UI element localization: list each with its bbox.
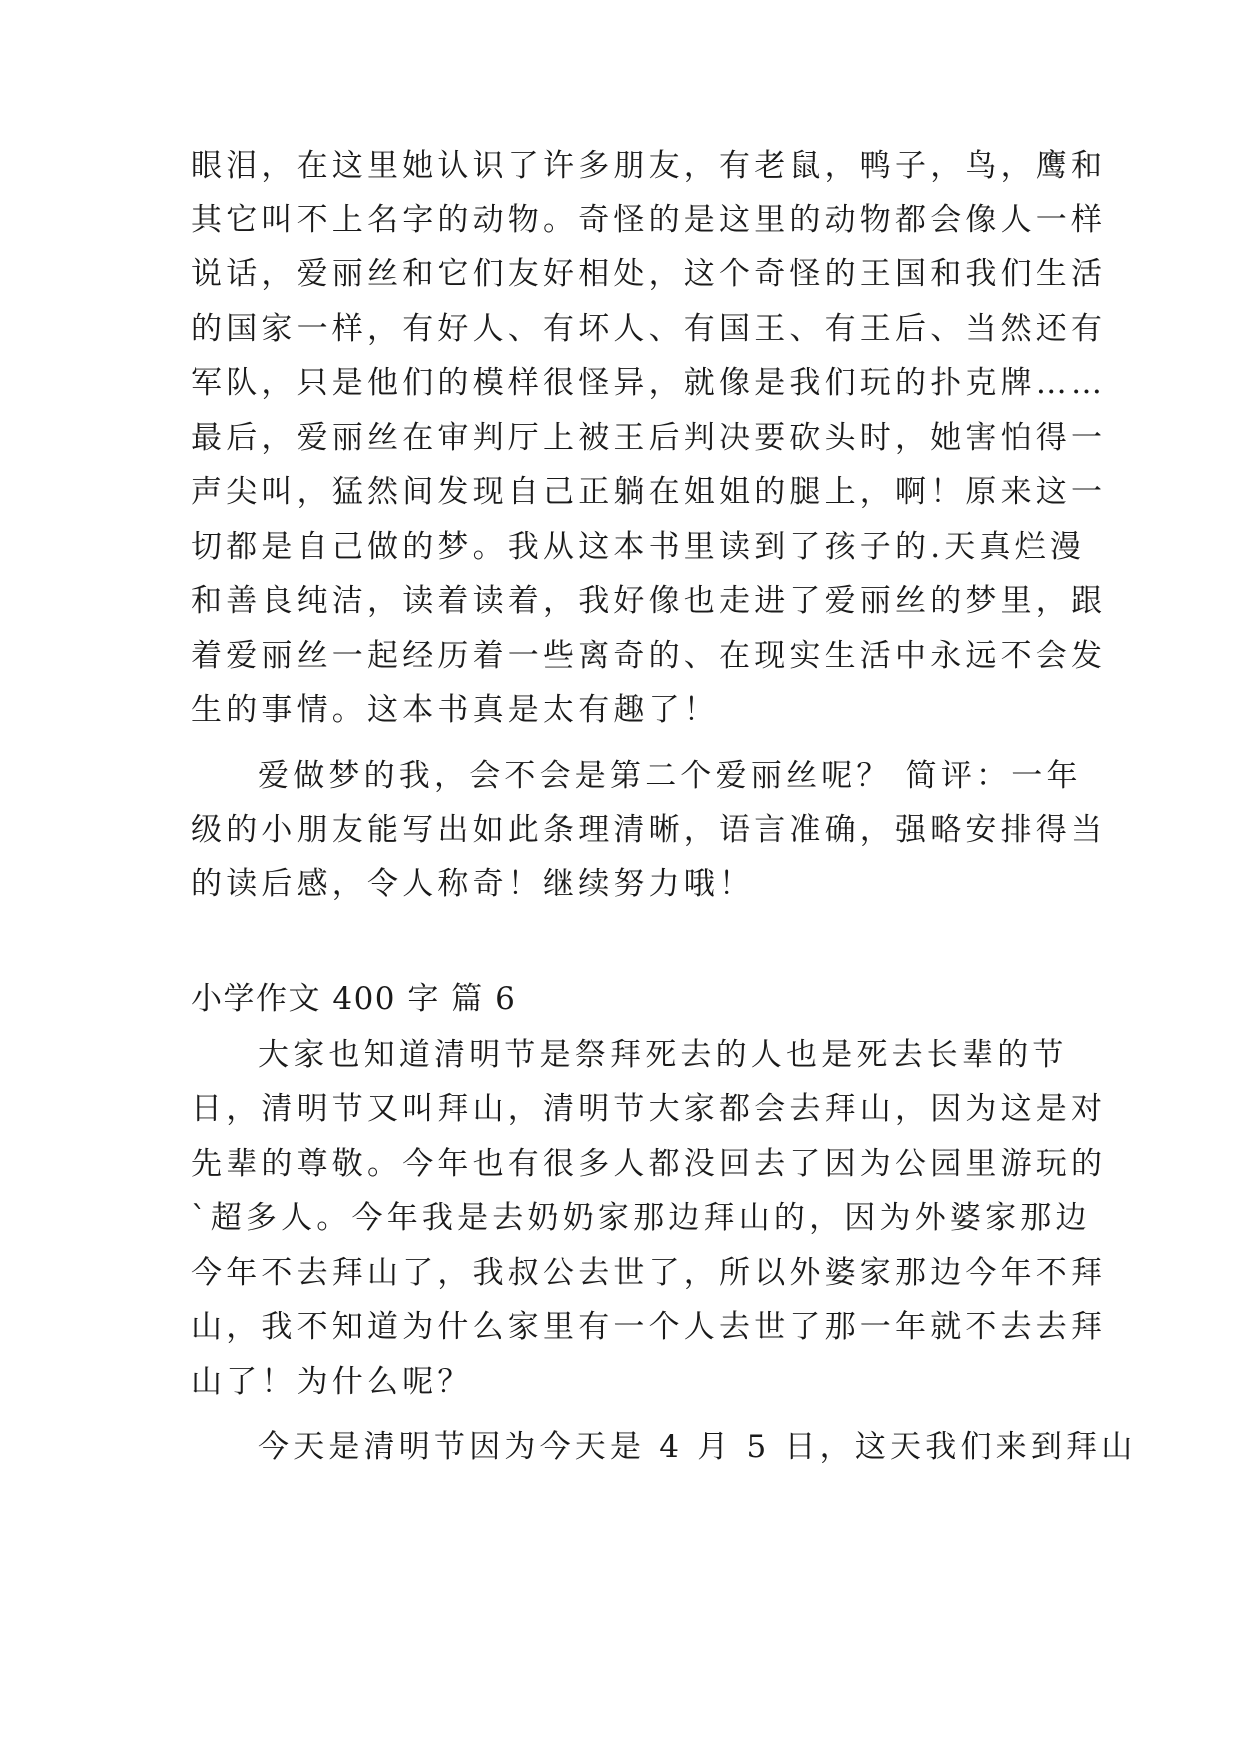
section-heading: 小学作文 400 字 篇 6	[191, 981, 517, 1017]
paragraph-line: 大家也知道清明节是祭拜死去的人也是死去长辈的节	[258, 1037, 1068, 1073]
paragraph-line: 和善良纯洁，读着读着，我好像也走进了爱丽丝的梦里，跟	[191, 583, 1107, 619]
comment-line: 爱做梦的我，会不会是第二个爱丽丝呢？ 简评：一年	[258, 758, 1082, 794]
paragraph-line: 其它叫不上名字的动物。奇怪的是这里的动物都会像人一样	[191, 202, 1107, 238]
paragraph-line: 山了！为什么呢？	[191, 1364, 473, 1400]
paragraph-line: 着爱丽丝一起经历着一些离奇的、在现实生活中永远不会发	[191, 638, 1107, 674]
comment-line: 级的小朋友能写出如此条理清晰，语言准确，强略安排得当	[191, 812, 1107, 848]
paragraph-line: 眼泪，在这里她认识了许多朋友，有老鼠，鸭子，鸟，鹰和	[191, 148, 1107, 184]
paragraph-line: 山，我不知道为什么家里有一个人去世了那一年就不去去拜	[191, 1309, 1107, 1345]
paragraph-line: 说话，爱丽丝和它们友好相处，这个奇怪的王国和我们生活	[191, 256, 1107, 292]
paragraph-line: `超多人。今年我是去奶奶家那边拜山的，因为外婆家那边	[191, 1200, 1091, 1236]
paragraph-line: 军队，只是他们的模样很怪异，就像是我们玩的扑克牌……	[191, 365, 1107, 401]
paragraph-line: 切都是自己做的梦。我从这本书里读到了孩子的.天真烂漫	[191, 529, 1086, 565]
paragraph-line: 今年不去拜山了，我叔公去世了，所以外婆家那边今年不拜	[191, 1255, 1107, 1291]
paragraph-line: 声尖叫，猛然间发现自己正躺在姐姐的腿上，啊！原来这一	[191, 474, 1107, 510]
paragraph-line: 今天是清明节因为今天是 4 月 5 日，这天我们来到拜山	[258, 1429, 1137, 1465]
paragraph-line: 生的事情。这本书真是太有趣了！	[191, 692, 719, 728]
comment-line: 的读后感，令人称奇！继续努力哦！	[191, 866, 755, 902]
paragraph-line: 的国家一样，有好人、有坏人、有国王、有王后、当然还有	[191, 311, 1107, 347]
paragraph-line: 日，清明节又叫拜山，清明节大家都会去拜山，因为这是对	[191, 1091, 1107, 1127]
paragraph-line: 最后，爱丽丝在审判厅上被王后判决要砍头时，她害怕得一	[191, 420, 1107, 456]
paragraph-line: 先辈的尊敬。今年也有很多人都没回去了因为公园里游玩的	[191, 1146, 1107, 1182]
